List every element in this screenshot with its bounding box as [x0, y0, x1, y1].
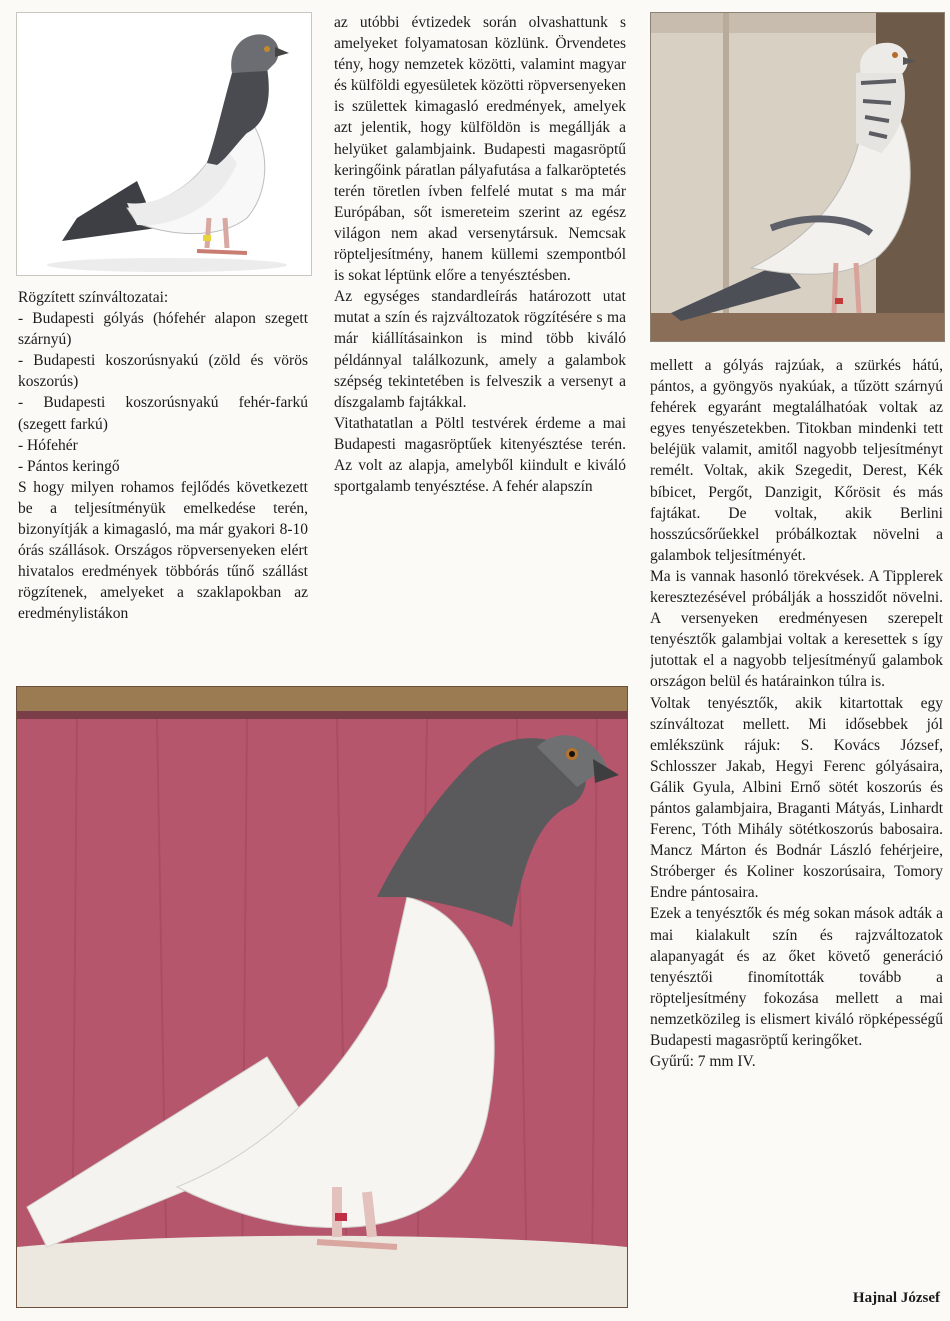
column-2	[334, 12, 626, 674]
paragraph: Voltak tenyésztők, akik kitartottak egy színváltozat mellett. Mi idősebbek jól emlékszünk rájuk: S. Kovács József, Schlosszer Jakab, Hegyi Ferenc gólyásaira, Gálik Gyula, Albini Ernő sötét koszorús és pántos galambjaira, Braganti Mátyás, Linhardt Ferenc, Tóth Mihály sötétkoszorús babosaira. Mancz Márton és Bodnár László fehérjeire, Stróberger és Koliner koszorúsaira, Tomory Endre pántosaira.	[650, 694, 943, 902]
paragraph: az utóbbi évtizedek során olvashattunk s amelyeket folyamatosan közlünk. Örvendetes tény, hogy nemzetek közötti, valamint magyar és külföldi egyesületek közötti röpversenyeken is születtek kimagasló eredmények, amelyek azt jelentik, hogy külföldön is megállják a helyüket galambjaink. Budapesti magasröptű keringőink páratlan pályafutása a falkaröptetés terén töretlen ívben felfelé mutat s ma már Európában, sőt ismereteim szerint az egész világon nem akad versenytársuk. Nemcsak röpteljesítmény, hanem küllemi szempontból is sokat léptünk előre a tenyésztésben.	[334, 14, 626, 285]
paragraph: S hogy milyen rohamos fejlődés következett be a teljesítményük emelkedése terén, bizonyítják a kimagasló, ma már gyakori 8-10 órás szállások. Országos röpversenyeken elért hivatalos eredmények többórás tűnő szállást rögzítenek, amelyeket a szaklapokban az eredménylistákon	[18, 478, 308, 623]
paragraph: mellett a gólyás rajzúak, a szürkés hátú, pántos, a gyöngyös nyakúak, a tűzött szárnyú fehérek egyaránt megtalálhatóak voltak az egyes tenyészetekben. Titokban mindenki tett beléjük valamit, amitől nagyobb teljesítményt remélt. Voltak, akik Szegedit, Derest, Kék bíbicet, Pergőt, Danzigit, Kőrösit és más fajtákat. De voltak, akik Berlini hosszúcsőrűekkel próbálkoztak növelni a galambok teljesítményét.	[650, 357, 943, 564]
pigeon-photo-main	[16, 686, 628, 1308]
list-item: - Budapesti gólyás (hófehér alapon szegett szárnyú)	[18, 310, 308, 349]
author-name: Hajnal József	[852, 1290, 940, 1306]
list-item: - Budapesti koszorúsnyakú (zöld és vörös koszorús)	[18, 352, 308, 391]
list-item: - Pántos keringő	[18, 457, 120, 475]
pigeon-illustration	[16, 12, 312, 276]
list-item: - Hófehér	[18, 436, 78, 454]
list-heading: Rögzített színváltozatai:	[18, 289, 169, 306]
column-3	[650, 355, 943, 1290]
pigeon-photo-grizzle	[650, 12, 945, 342]
ring-size: Gyűrű: 7 mm IV.	[650, 1053, 756, 1071]
paragraph: Vitathatatlan a Pöltl testvérek érdeme a mai Budapesti magasröptűek kitenyésztése terén. Az volt az alapja, amelyből kiindult e kiváló sportgalamb tenyésztése. A fehér alapszín	[334, 414, 626, 496]
paragraph: Az egységes standardleírás határozott utat mutat a szín és rajzváltozatok rögzítésére s ma már kiállításainkon is mind több kiváló példánnyal találkozunk, amely a galambok szépség tekintetében is felveszik a versenyt a díszgalamb fajtákkal.	[334, 288, 626, 411]
paragraph: Ezek a tenyésztők és még sokan mások adták a mai kialakult szín és rajzváltozatok alapanyagát és az őket követő generáció tenyésztői finomították tovább a röpteljesítmény fokozása mellett a mai nemzetközileg is elismert kiváló röpképességű Budapesti magasröptű keringőket.	[650, 905, 943, 1049]
column-1	[18, 287, 308, 672]
paragraph: Ma is vannak hasonló törekvések. A Tipplerek keresztezésével próbálják a hosszidőt növelni. A versenyeken eredményesen szerepelt tenyésztők galambjai voltak a keresettek s így jutottak el a nagyobb teljesítményű galambok országon belül és határainkon túlra is.	[650, 567, 943, 691]
list-item: - Budapesti koszorúsnyakú fehér-farkú (szegett farkú)	[18, 394, 308, 433]
